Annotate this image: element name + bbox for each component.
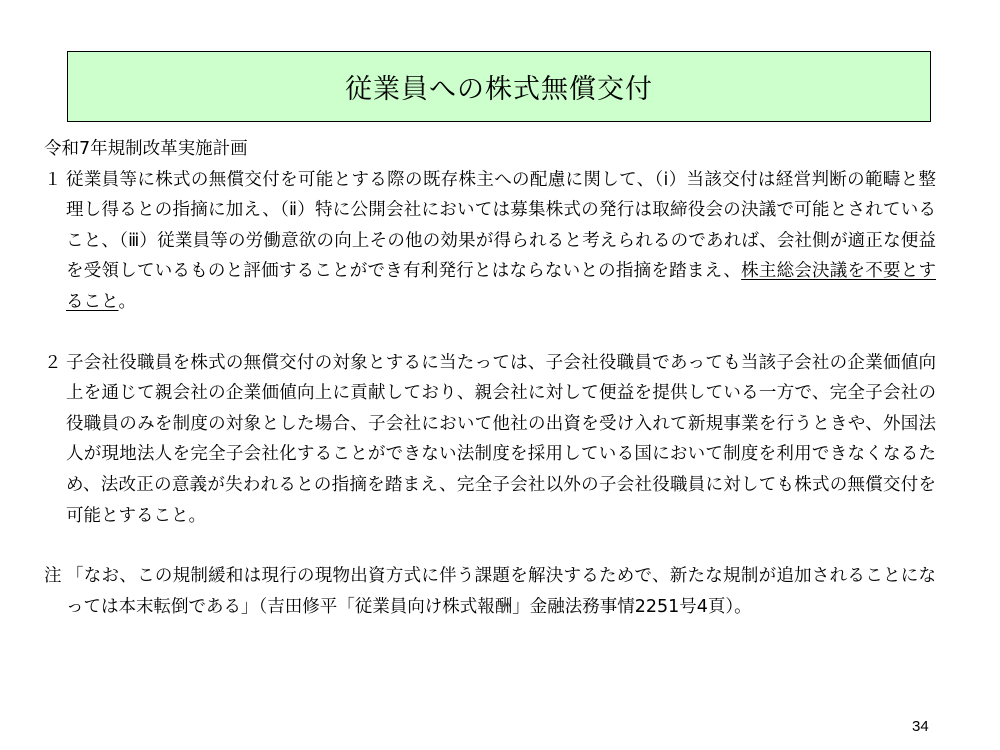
list-item-1 [44,165,944,318]
slide-title: 従業員への株式無償交付 [345,74,653,105]
item-text-main: 従業員等に株式の無償交付を可能とする際の既存株主への配慮に関して、（ⅰ）当該交付は経営判断の範疇と整理し得るとの指摘に加え、（ⅱ）特に公開会社においては募集株式の発行は取締役会の決議で可能とされていること、（ⅲ）従業員等の労働意欲の向上その他の効果が得られると考えられるのであれば、会社側が適正な便益を受領しているものと評価することができ有利発行とはならないとの指摘を踏まえ、 [66,169,936,282]
note-text: 「なお、この規制緩和は現行の現物出資方式に伴う課題を解決するためで、新たな規制が追加されることになっては本末転倒である」（吉田修平「従業員向け株式報酬」金融法務事情2251号4頁）。 [66,566,936,617]
item-text: 子会社役職員を株式の無償交付の対象とするに当たっては、子会社役職員であっても当該子会社の企業価値向上を通じて親会社の企業価値向上に貢献しており、親会社に対して便益を提供している一方で、完全子会社の役職員のみを制度の対象とした場合、子会社において他社の出資を受け入れて新規事業を行うときや、外国法人が現地法人を完全子会社化することができない法制度を採用している国において制度を利用できなくなるため、法改正の意義が失われるとの指摘を踏まえ、完全子会社以外の子会社役職員に対しても株式の無償交付を可能とすること。 [66,352,936,526]
underlined-phrase: 株主総会決議を不要とすること [66,261,936,312]
item-number: １ [44,169,62,190]
item-text-tail: 。 [118,291,136,312]
slide-body [44,134,944,622]
page-number: 34 [912,718,929,735]
note-item [44,561,944,622]
list-item-2 [44,348,944,532]
title-box [67,51,931,122]
plan-heading: 令和7年規制改革実施計画 [44,139,248,159]
item-number: ２ [44,352,62,373]
item-text [66,165,944,318]
note-marker: 注 [44,566,62,587]
